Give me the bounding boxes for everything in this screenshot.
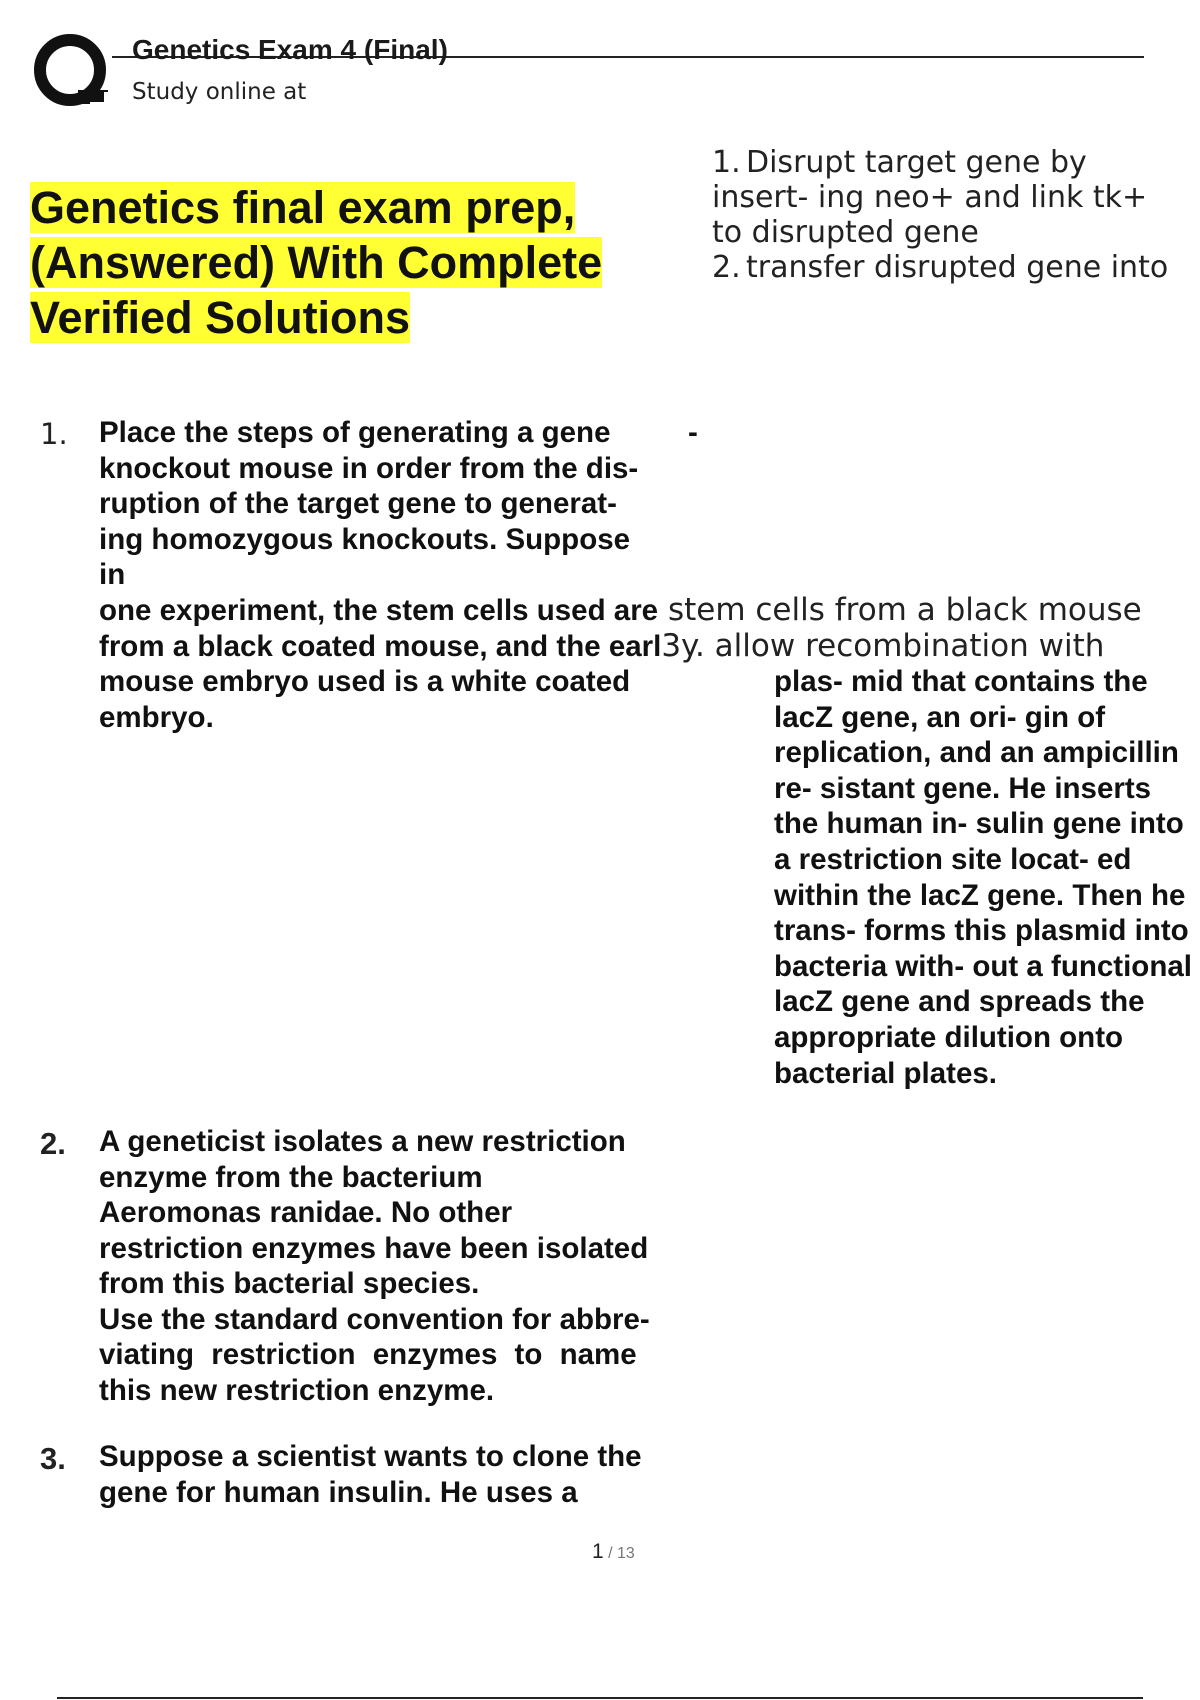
- main-title: [30, 180, 730, 345]
- step-text: transfer disrupted gene into: [746, 250, 1169, 285]
- question-line: restriction enzymes have been isolated: [99, 1231, 649, 1265]
- quizlet-logo-icon: [32, 32, 112, 112]
- question-1-line-7: [99, 628, 1104, 665]
- step-number: 1.: [712, 145, 741, 180]
- question-3-text: [99, 1439, 642, 1510]
- question-1-line-6: [99, 592, 1142, 629]
- question-line: gene for human insulin. He uses a: [99, 1475, 578, 1509]
- side-line: a restriction site locat- ed: [774, 842, 1132, 876]
- question-number: 1.: [40, 417, 68, 451]
- main-title-line-2: (Answered) With Complete: [30, 237, 603, 288]
- footer-rule: [57, 1697, 1143, 1699]
- question-line: Use the standard convention for abbre-: [99, 1302, 650, 1336]
- question-line: ing homozygous knockouts. Suppose: [99, 522, 631, 556]
- answer-overflow-text: 3y. allow recombination with: [661, 628, 1105, 664]
- side-line: within the lacZ gene. Then he: [774, 878, 1186, 912]
- question-number: 2.: [40, 1126, 66, 1161]
- side-line: bacterial plates.: [774, 1056, 997, 1090]
- question-line: Place the steps of generating a gene: [99, 416, 611, 449]
- page-total: / 13: [603, 1545, 635, 1562]
- question-line: from this bacterial species.: [99, 1267, 480, 1300]
- step-number: 2.: [712, 250, 741, 285]
- side-question-text: [774, 664, 1192, 1091]
- question-line-bold: one experiment, the stem cells used are: [99, 594, 659, 627]
- question-line: embryo.: [99, 701, 214, 734]
- question-line: knockout mouse in order from the dis-: [99, 451, 639, 485]
- main-title-line-1: Genetics final exam prep,: [30, 182, 576, 233]
- question-line: mouse embryo used is a white coated: [99, 665, 631, 698]
- side-line: re- sistant gene. He inserts: [774, 771, 1152, 805]
- question-2-text: [99, 1124, 650, 1408]
- document-title: Genetics Exam 4 (Final): [132, 34, 448, 65]
- page-current: 1: [592, 1540, 604, 1563]
- side-line: lacZ gene, an ori- gin of: [774, 700, 1106, 734]
- side-line: plas- mid that contains the: [774, 665, 1148, 698]
- step-text: to disrupted gene: [712, 215, 979, 250]
- question-line-bold: from a black coated mouse, and the earl: [99, 630, 662, 663]
- side-line: bacteria with- out a functional: [774, 949, 1192, 983]
- question-number: 3.: [40, 1441, 66, 1476]
- side-line: the human in- sulin gene into: [774, 807, 1184, 841]
- step-text: Disrupt target gene by: [746, 145, 1087, 180]
- study-online-text: Study online at: [132, 79, 307, 105]
- question-line: in: [99, 558, 126, 591]
- side-line: replication, and an ampicillin: [774, 736, 1179, 770]
- question-line: this new restriction enzyme.: [99, 1373, 495, 1407]
- question-line: Suppose a scientist wants to clone the: [99, 1440, 642, 1473]
- question-line: Aeromonas ranidae. No other: [99, 1196, 513, 1229]
- page-indicator: [592, 1540, 635, 1564]
- question-line: enzyme from the bacterium: [99, 1160, 483, 1194]
- step-text: insert- ing neo+ and link tk+: [712, 180, 1148, 215]
- main-title-line-3: Verified Solutions: [30, 292, 411, 343]
- side-line: trans- forms this plasmid into: [774, 914, 1189, 948]
- answer-steps: [712, 145, 1200, 285]
- question-line: ruption of the target gene to generat-: [99, 487, 617, 520]
- side-line: lacZ gene and spreads the: [774, 985, 1145, 1019]
- question-line: viating restriction enzymes to name: [99, 1338, 637, 1371]
- trailing-dash: -: [688, 416, 698, 449]
- side-line: appropriate dilution onto: [774, 1020, 1124, 1054]
- question-1-text: [99, 415, 638, 593]
- answer-overflow-text: stem cells from a black mouse: [658, 592, 1142, 628]
- question-line: A geneticist isolates a new restriction: [99, 1125, 626, 1158]
